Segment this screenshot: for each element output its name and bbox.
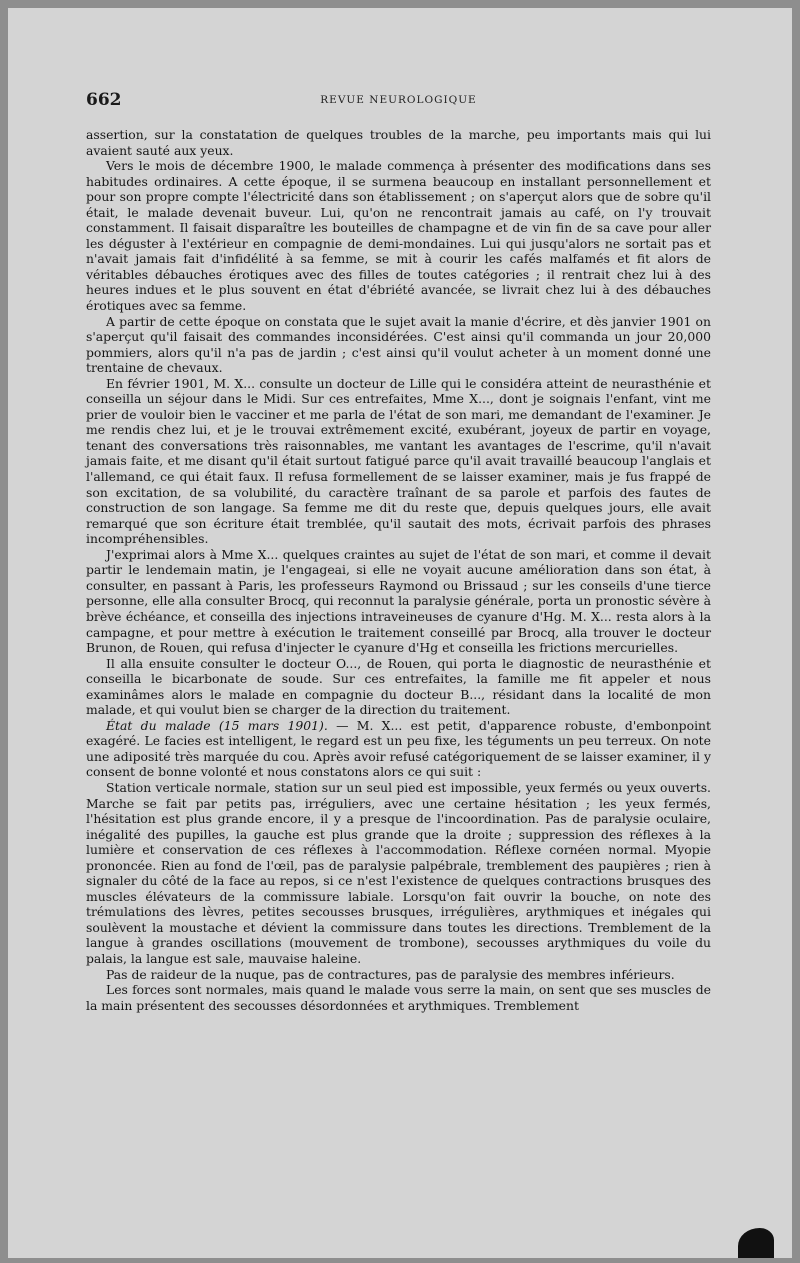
paragraph: A partir de cette époque on constata que le sujet avait la manie d'écrire, et dès janvier 1901 on s'aperçut qu'il faisait des commandes inconsidérées. C'est ainsi qu'il commanda un jour 20,000 pommiers, alors qu'il n'a pas de jardin ; c'est ainsi qu'il voulut acheter à un moment donné une trentaine de chevaux.	[86, 313, 711, 376]
paragraph: Les forces sont normales, mais quand le malade vous serre la main, on sent que ses muscles de la main présentent des secousses désordonnées et arythmiques. Tremblement	[86, 982, 711, 1013]
article-body	[86, 127, 711, 1013]
paragraph: Station verticale normale, station sur un seul pied est impossible, yeux fermés ou yeux ouverts. Marche se fait par petits pas, irréguliers, avec une certaine hésitation ; les yeux fermés, l'hésitation est plus grande encore, il y a presque de l'incoordination. Pas de paralysie oculaire, inégalité des pupilles, la gauche est plus grande que la droite ; suppression des réflexes à la lumière et conservation de ces réflexes à l'accommodation. Réflexe cornéen normal. Myopie prononcée. Rien au fond de l'œil, pas de paralysie palpébrale, tremblement des paupières ; rien à signaler du côté de la face au repos, si ce n'est l'existence de quelques contractions brusques des muscles élévateurs de la commissure labiale. Lorsqu'on fait ouvrir la bouche, on note des trémulations des lèvres, petites secousses brusques, irrégulières, arythmiques et inégales qui soulèvent la moustache et dévient la commissure dans toutes les directions. Tremblement de la langue à grandes oscillations (mouvement de trombone), secousses arythmiques du voile du palais, la langue est sale, mauvaise haleine.	[86, 779, 711, 966]
running-title: REVUE NEUROLOGIQUE	[320, 94, 477, 106]
section-heading: État du malade (15 mars 1901).	[106, 717, 328, 733]
paragraph: Pas de raideur de la nuque, pas de contractures, pas de paralysie des membres inférieurs.	[106, 966, 675, 982]
scanned-page	[8, 8, 792, 1258]
page-header	[86, 90, 711, 114]
paragraph: En février 1901, M. X... consulte un docteur de Lille qui le considéra atteint de neurasthénie et conseilla un séjour dans le Midi. Sur ces entrefaites, Mme X..., dont je soignais l'enfant, vint me prier de vouloir bien le vacciner et me parla de l'état de son mari, me demandant de l'examiner. Je me rendis chez lui, et je le trouvai extrêmement excité, exubérant, joyeux de partir en voyage, tenant des conversations très raisonnables, me vantant les avantages de l'escrime, qu'il n'avait jamais faite, et me disant qu'il était surtout fatigué parce qu'il avait travaillé beaucoup l'anglais et l'allemand, ce qui était faux. Il refusa formellement de se laisser examiner, mais je fus frappé de son excitation, de sa volubilité, du caractère traînant de sa parole et parfois des fautes de construction de son langage. Sa femme me dit du reste que, depuis quelques jours, elle avait remarqué que son écriture était tremblée, qu'il sautait des mots, écrivait parfois des phrases incompréhensibles.	[86, 375, 711, 547]
paragraph: J'exprimai alors à Mme X... quelques craintes au sujet de l'état de son mari, et comme il devait partir le lendemain matin, je l'engageai, si elle ne voyait aucune amélioration dans son état, à consulter, en passant à Paris, les professeurs Raymond ou Brissaud ; sur les conseils d'une tierce personne, elle alla consulter Brocq, qui reconnut la paralysie générale, porta un pronostic sévère à brève échéance, et conseilla des injections intraveineuses de cyanure d'Hg. M. X... resta alors à la campagne, et pour mettre à exécution le traitement conseillé par Brocq, alla trouver le docteur Brunon, de Rouen, qui refusa d'injecter le cyanure d'Hg et conseilla les frictions mercurielles.	[86, 546, 711, 656]
page-number: 662	[86, 90, 122, 110]
paragraph-body: — M. X... est petit, d'apparence robuste, d'embonpoint exagéré. Le facies est intelligent, le regard est un peu fixe, les téguments un peu terreux. On note une adiposité très marquée du cou. Après avoir refusé catégoriquement de se laisser examiner, il y consent de bonne volonté et nous constatons alors ce qui suit :	[86, 717, 711, 780]
paragraph-etat	[86, 718, 711, 780]
paragraph: Il alla ensuite consulter le docteur O..., de Rouen, qui porta le diagnostic de neurasthénie et conseilla le bicarbonate de soude. Sur ces entrefaites, la famille me fit appeler et nous examinâmes alors le malade en compagnie du docteur B..., résidant dans la localité de mon malade, et qui voulut bien se charger de la direction du traitement.	[86, 655, 711, 718]
paragraph: Vers le mois de décembre 1900, le malade commença à présenter des modifications dans ses habitudes ordinaires. A cette époque, il se surmena beaucoup en installant personnellement et pour son propre compte l'électricité dans son établissement ; on s'aperçut alors que de sobre qu'il était, le malade devenait buveur. Lui, qu'on ne rencontrait jamais au café, on l'y trouvait constamment. Il faisait disparaître les bouteilles de champagne et de vin fin de sa cave pour aller les déguster à l'extérieur en compagnie de demi-mondaines. Lui qui jusqu'alors ne sortait pas et n'avait jamais fait d'infidélité à sa femme, se mit à courir les cafés malfamés et fit alors de véritables débauches érotiques avec des filles de toutes catégories ; il rentrait chez lui à des heures indues et le plus souvent en état d'ébriété avancée, se livrait chez lui à des débauches érotiques avec sa femme.	[86, 158, 711, 314]
ink-blot	[738, 1228, 774, 1258]
paragraph: assertion, sur la constatation de quelques troubles de la marche, peu importants mais qui lui avaient sauté aux yeux.	[86, 127, 711, 158]
